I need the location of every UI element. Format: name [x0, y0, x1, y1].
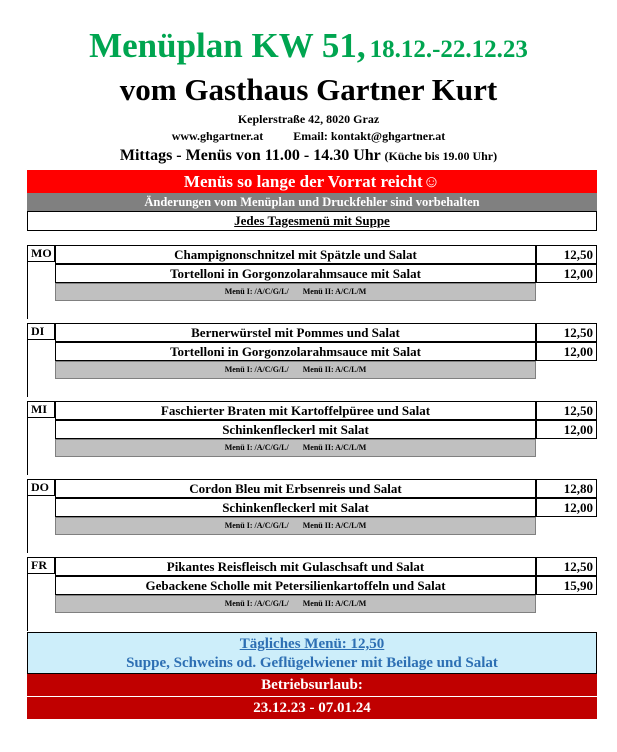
- allergens-menu-2: Menü II: A/C/L/M: [302, 599, 367, 608]
- day-block-di: [27, 323, 597, 397]
- price-2: 15,90: [536, 576, 597, 595]
- allergens-row: [55, 439, 536, 457]
- title-main: Menüplan KW 51,: [89, 26, 366, 65]
- day-block-mo: [27, 245, 597, 319]
- day-block-fr: [27, 557, 597, 631]
- price-1: 12,50: [536, 323, 597, 342]
- allergens-menu-2: Menü II: A/C/L/M: [302, 287, 367, 296]
- price-2: 12,00: [536, 342, 597, 361]
- dish-1: Cordon Bleu mit Erbsenreis und Salat: [55, 479, 536, 498]
- page-title: [0, 26, 617, 70]
- price-2: 12,00: [536, 264, 597, 283]
- price-2: 12,00: [536, 498, 597, 517]
- price-1: 12,50: [536, 245, 597, 264]
- address: Keplerstraße 42, 8020 Graz: [237, 112, 380, 126]
- holiday-dates: 23.12.23 - 07.01.24: [27, 697, 597, 719]
- dish-1: Champignonschnitzel mit Spätzle und Salat: [55, 245, 536, 264]
- title-dates: 18.12.-22.12.23: [369, 36, 528, 63]
- day-label: DO: [27, 479, 55, 496]
- allergens-menu-2: Menü II: A/C/L/M: [302, 521, 367, 530]
- allergens-menu-1: Menü I: /A/C/G/L/: [224, 521, 289, 530]
- allergens-menu-2: Menü II: A/C/L/M: [302, 365, 367, 374]
- daily-menu-box: [27, 632, 597, 674]
- allergens-row: [55, 517, 536, 535]
- website-text: www.ghgartner.at: [171, 129, 264, 143]
- dish-1: Faschierter Braten mit Kartoffelpüree und Salat: [55, 401, 536, 420]
- dish-1: Pikantes Reisfleisch mit Gulaschsaft und Salat: [55, 557, 536, 576]
- kitchen-hours: (Küche bis 19.00 Uhr): [384, 149, 498, 163]
- allergens-menu-1: Menü I: /A/C/G/L/: [224, 443, 289, 452]
- day-label: DI: [27, 323, 55, 340]
- price-1: 12,50: [536, 401, 597, 420]
- banner-soup: [27, 211, 597, 231]
- holiday-label: Betriebsurlaub:: [27, 674, 597, 696]
- allergens-menu-2: Menü II: A/C/L/M: [302, 443, 367, 452]
- restaurant-name: vom Gasthaus Gartner Kurt: [119, 72, 498, 107]
- price-1: 12,50: [536, 557, 597, 576]
- contact-line: [0, 129, 617, 144]
- day-block-do: [27, 479, 597, 553]
- allergens-menu-1: Menü I: /A/C/G/L/: [224, 287, 289, 296]
- price-2: 12,00: [536, 420, 597, 439]
- dish-2: Gebackene Scholle mit Petersilienkartoffeln und Salat: [55, 576, 536, 595]
- daily-menu-title: Tägliches Menü: 12,50: [239, 636, 385, 652]
- banner-vorrat: Menüs so lange der Vorrat reicht☺: [27, 170, 597, 193]
- dish-2: Tortelloni in Gorgonzolarahmsauce mit Salat: [55, 342, 536, 361]
- day-label: MI: [27, 401, 55, 418]
- day-block-mi: [27, 401, 597, 475]
- allergens-row: [55, 361, 536, 379]
- banner-changes: Änderungen vom Menüplan und Druckfehler sind vorbehalten: [27, 193, 597, 211]
- allergens-row: [55, 595, 536, 613]
- daily-menu-description: Suppe, Schweins od. Geflügelwiener mit Beilage und Salat: [126, 655, 498, 671]
- hours-text: Mittags - Menüs von 11.00 - 14.30 Uhr: [119, 147, 381, 164]
- dish-1: Bernerwürstel mit Pommes und Salat: [55, 323, 536, 342]
- dish-2: Schinkenfleckerl mit Salat: [55, 498, 536, 517]
- dish-2: Tortelloni in Gorgonzolarahmsauce mit Salat: [55, 264, 536, 283]
- price-1: 12,80: [536, 479, 597, 498]
- dish-2: Schinkenfleckerl mit Salat: [55, 420, 536, 439]
- allergens-row: [55, 283, 536, 301]
- email-text: Email: kontakt@ghgartner.at: [293, 129, 446, 143]
- soup-text: Jedes Tagesmenü mit Suppe: [234, 213, 390, 228]
- allergens-menu-1: Menü I: /A/C/G/L/: [224, 365, 289, 374]
- opening-hours: [0, 147, 617, 165]
- day-label: MO: [27, 245, 55, 262]
- allergens-menu-1: Menü I: /A/C/G/L/: [224, 599, 289, 608]
- day-label: FR: [27, 557, 55, 574]
